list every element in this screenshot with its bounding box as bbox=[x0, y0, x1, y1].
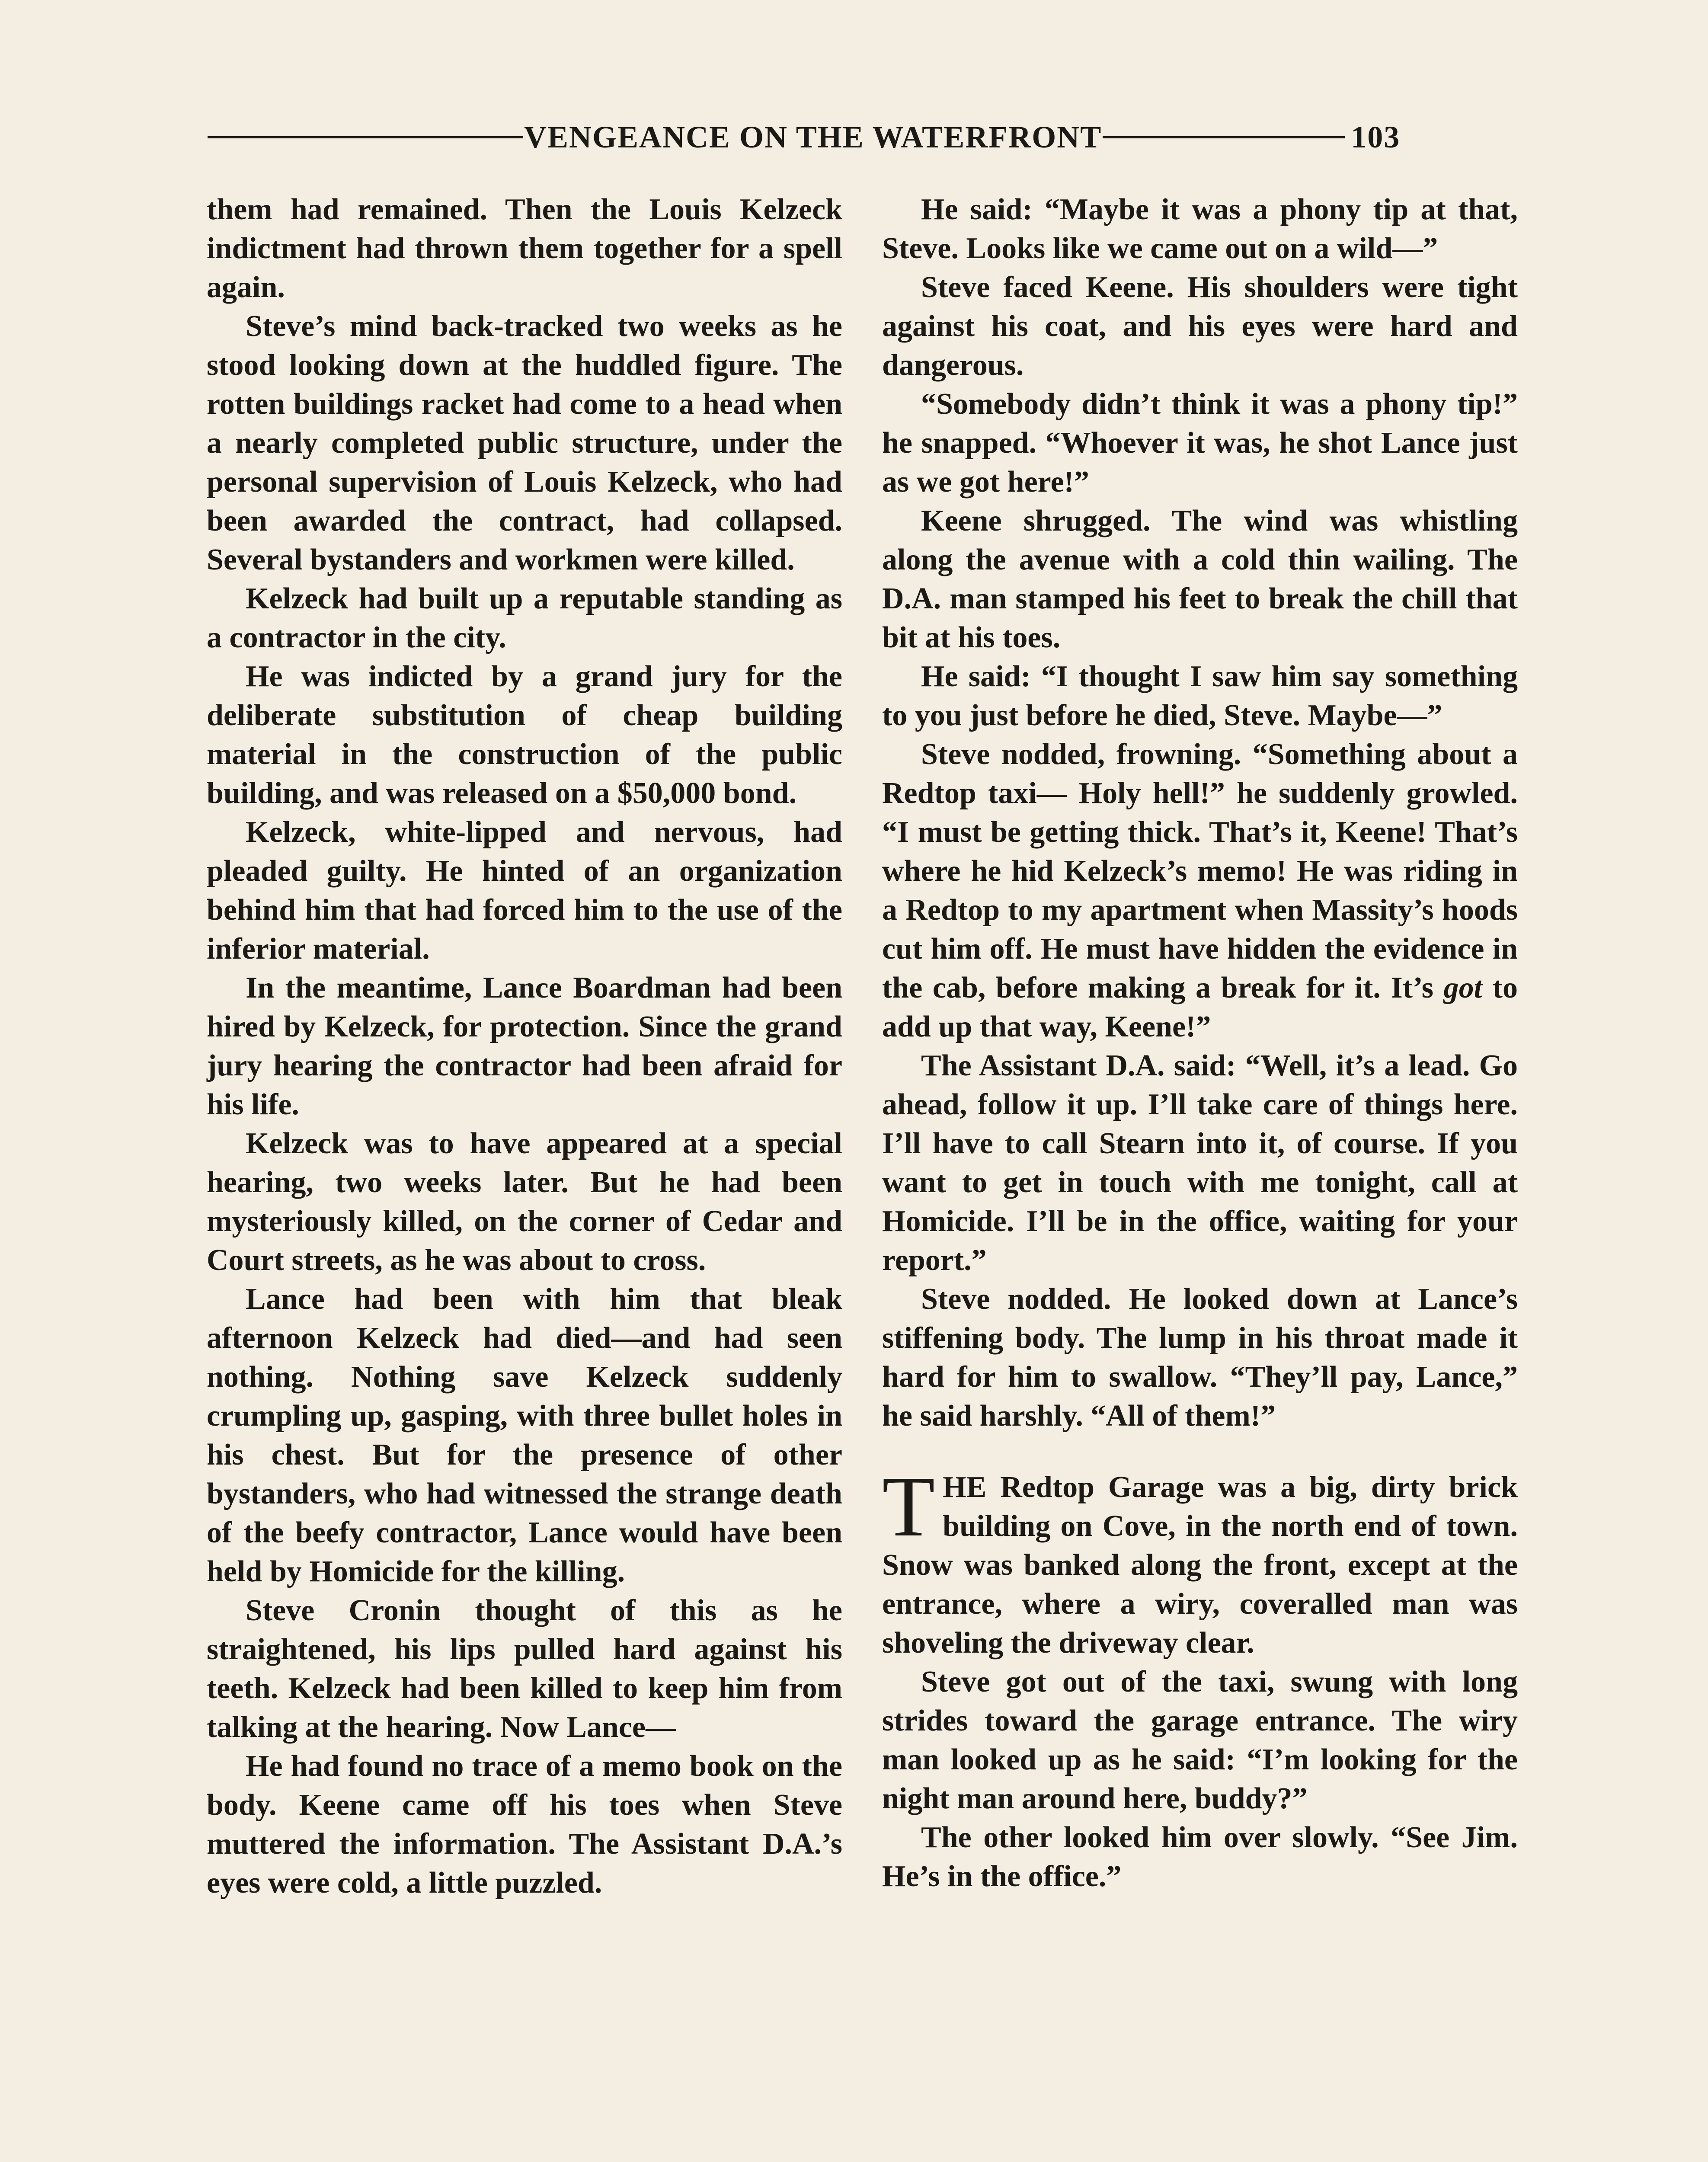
paragraph-text: Steve nodded, frowning. “Something about a Redtop taxi— Holy hell!” he suddenly growled. “I must be getting thick. That’s it, Keene! That’s where he hid Kelzeck’s memo! He was riding in a Redtop to my apartment when Massity’s hoods cut him off. He must have hidden the evidence in the cab, before making a break for it. It’s bbox=[882, 738, 1518, 1004]
left-column bbox=[207, 190, 842, 1903]
paragraph: The Assistant D.A. said: “Well, it’s a lead. Go ahead, follow it up. I’ll take care of things here. I’ll have to call Stearn into it, of course. If you want to get in touch with me tonight, call at Homicide. I’ll be in the office, waiting for your report.” bbox=[882, 1049, 1518, 1277]
section-opening-paragraph bbox=[882, 1459, 1518, 1663]
story-title: VENGEANCE ON THE WATERFRONT bbox=[524, 119, 1102, 154]
paragraph: He was indicted by a grand jury for the deliberate substitution of cheap building material in the construction of the public building, and was released on a $50,000 bond. bbox=[207, 660, 842, 810]
paragraph: He said: “Maybe it was a phony tip at that, Steve. Looks like we came out on a wild—” bbox=[882, 193, 1518, 265]
paragraph: Kelzeck had built up a reputable standing as a contractor in the city. bbox=[207, 582, 842, 654]
paragraph: Kelzeck, white-lipped and nervous, had pleaded guilty. He hinted of an organization behind him that had forced him to the use of the inferior material. bbox=[207, 816, 842, 966]
emphasis-text: got bbox=[1443, 971, 1483, 1004]
paragraph: Keene shrugged. The wind was whistling along the avenue with a cold thin wailing. The D.A. man stamped his feet to break the chill that bit at his toes. bbox=[882, 504, 1518, 654]
paragraph: Steve Cronin thought of this as he straightened, his lips pulled hard against his teeth. Kelzeck had been killed to keep him from talking at the hearing. Now Lance— bbox=[207, 1594, 842, 1744]
paragraph bbox=[882, 735, 1518, 1046]
paragraph: He had found no trace of a memo book on the body. Keene came off his toes when Steve muttered the information. The Assistant D.A.’s eyes were cold, a little puzzled. bbox=[207, 1749, 842, 1900]
paragraph: Steve got out of the taxi, swung with long strides toward the garage entrance. The wiry man looked up as he said: “I’m looking for the night man around here, buddy?” bbox=[882, 1665, 1518, 1815]
paragraph: “Somebody didn’t think it was a phony tip!” he snapped. “Whoever it was, he shot Lance just as we got here!” bbox=[882, 387, 1518, 499]
paragraph: He said: “I thought I saw him say something to you just before he died, Steve. Maybe—” bbox=[882, 660, 1518, 732]
paragraph-text: to add up that way, Keene!” bbox=[882, 971, 1518, 1043]
paragraph: them had remained. Then the Louis Kelzeck indictment had thrown them together for a spell again. bbox=[207, 193, 842, 304]
page-number: 103 bbox=[1351, 119, 1401, 154]
right-column bbox=[882, 190, 1518, 1896]
paragraph: The other looked him over slowly. “See Jim. He’s in the office.” bbox=[882, 1821, 1518, 1893]
paragraph: Steve faced Keene. His shoulders were tight against his coat, and his eyes were hard and dangerous. bbox=[882, 271, 1518, 382]
header-rule-left bbox=[208, 136, 523, 138]
running-header bbox=[208, 113, 1513, 161]
header-rule-right bbox=[1103, 136, 1345, 138]
paragraph: Lance had been with him that bleak afternoon Kelzeck had died—and had seen nothing. Nothing save Kelzeck suddenly crumpling up, gasping, with three bullet holes in his chest. But for the presence of other bystanders, who had witnessed the strange death of the beefy contractor, Lance would have been held by Homicide for the killing. bbox=[207, 1282, 842, 1588]
paragraph: Steve nodded. He looked down at Lance’s stiffening body. The lump in his throat made it hard for him to swallow. “They’ll pay, Lance,” he said harshly. “All of them!” bbox=[882, 1282, 1518, 1433]
paragraph: Steve’s mind back-tracked two weeks as he stood looking down at the huddled figure. The rotten buildings racket had come to a head when a nearly completed public structure, under the personal supervision of Louis Kelzeck, who had been awarded the contract, had collapsed. Several bystanders and workmen were killed. bbox=[207, 310, 842, 576]
paragraph-text: HE Redtop Garage was a big, dirty brick building on Cove, in the north end of town. Snow was banked along the front, except at the entrance, where a wiry, coveralled man was shoveling the driveway clear. bbox=[882, 1471, 1518, 1660]
paragraph: Kelzeck was to have appeared at a special hearing, two weeks later. But he had been mysteriously killed, on the corner of Cedar and Court streets, as he was about to cross. bbox=[207, 1127, 842, 1277]
paragraph: In the meantime, Lance Boardman had been hired by Kelzeck, for protection. Since the grand jury hearing the contractor had been afraid for his life. bbox=[207, 971, 842, 1121]
drop-cap: T bbox=[882, 1459, 935, 1554]
